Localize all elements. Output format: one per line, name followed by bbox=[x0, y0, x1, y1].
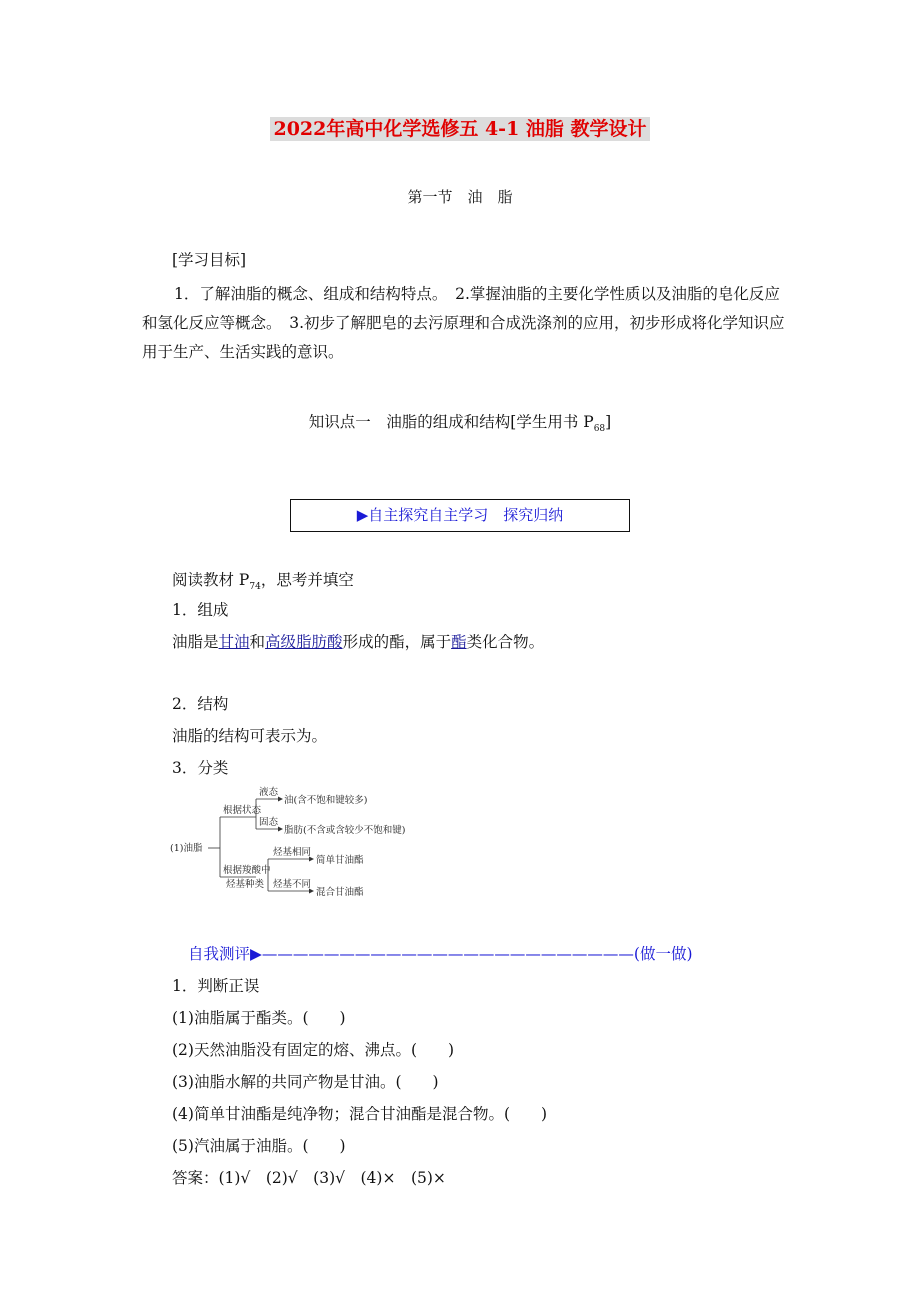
judge-item: (3)油脂水解的共同产物是甘油。( ) bbox=[172, 1073, 439, 1091]
composition-t4: 类化合物。 bbox=[466, 633, 545, 651]
classification-tree bbox=[170, 785, 430, 905]
composition-heading: 1．组成 bbox=[172, 601, 229, 619]
leaf-simple-glyceride: 简单甘油酯 bbox=[316, 855, 364, 866]
composition-t1: 油脂是 bbox=[172, 633, 219, 651]
knowledge-point-heading bbox=[0, 410, 920, 434]
blank-fatty-acid: 高级脂肪酸 bbox=[265, 633, 343, 651]
judge-answer: 答案：(1)√ (2)√ (3)√ (4)× (5)× bbox=[172, 1169, 446, 1187]
leaf-oil: 油(含不饱和键较多) bbox=[284, 795, 368, 806]
structure-heading: 2．结构 bbox=[172, 695, 229, 713]
blank-glycerol: 甘油 bbox=[218, 633, 250, 651]
document-title: 2022年高中化学选修五 4-1 油脂 教学设计 bbox=[0, 114, 920, 141]
self-test-header: 自我测评▶————————————————————————(做一做) bbox=[188, 945, 693, 963]
judge-item: (2)天然油脂没有固定的熔、沸点。( ) bbox=[172, 1041, 455, 1059]
edge-solid: 固态 bbox=[259, 817, 279, 828]
composition-text bbox=[172, 630, 544, 652]
branch2-label-line2: 烃基种类 bbox=[226, 879, 265, 890]
judge-item: (5)汽油属于油脂。( ) bbox=[172, 1137, 346, 1155]
branch2-label-line1: 根据羧酸中 bbox=[223, 865, 271, 876]
leaf-fat: 脂肪(不含或含较少不饱和键) bbox=[284, 825, 406, 836]
judge-item: (4)简单甘油酯是纯净物；混合甘油酯是混合物。( ) bbox=[172, 1105, 548, 1123]
reading-suffix: ，思考并填空 bbox=[260, 571, 354, 589]
edge-same-hydrocarbyl: 烃基相同 bbox=[273, 847, 312, 858]
objectives-heading: [学习目标] bbox=[172, 251, 247, 269]
judge-heading: 1．判断正误 bbox=[172, 977, 260, 995]
reading-prefix: 阅读教材 P bbox=[172, 571, 250, 589]
branch1-label: 根据状态 bbox=[223, 805, 262, 816]
study-box: ▶自主探究自主学习 探究归纳 bbox=[290, 499, 630, 532]
blank-ester: 酯 bbox=[451, 633, 467, 651]
structure-text: 油脂的结构可表示为。 bbox=[172, 727, 328, 745]
knowledge-point-page: 68 bbox=[593, 424, 606, 435]
knowledge-point-suffix: ] bbox=[605, 413, 612, 431]
knowledge-point-prefix: 知识点一 油脂的组成和结构[学生用书 P bbox=[308, 413, 594, 431]
composition-t3: 形成的酯，属于 bbox=[342, 633, 452, 651]
reading-instruction bbox=[172, 568, 354, 592]
tree-root: (1)油脂 bbox=[170, 843, 203, 854]
edge-different-hydrocarbyl: 烃基不同 bbox=[273, 879, 312, 890]
reading-page: 74 bbox=[249, 582, 261, 593]
composition-t2: 和 bbox=[249, 633, 266, 651]
classification-heading: 3．分类 bbox=[172, 759, 229, 777]
judge-item: (1)油脂属于酯类。( ) bbox=[172, 1009, 346, 1027]
leaf-mixed-glyceride: 混合甘油酯 bbox=[316, 887, 364, 898]
section-title: 第一节 油 脂 bbox=[407, 188, 513, 206]
edge-liquid: 液态 bbox=[259, 787, 279, 798]
objectives-text: 1．了解油脂的概念、组成和结构特点。 2.掌握油脂的主要化学性质以及油脂的皂化反应和氢化反应等概念。 3.初步了解肥皂的去污原理和合成洗涤剂的应用，初步形成将化学知识应用于生产、生活实践的意识。 bbox=[142, 285, 785, 361]
